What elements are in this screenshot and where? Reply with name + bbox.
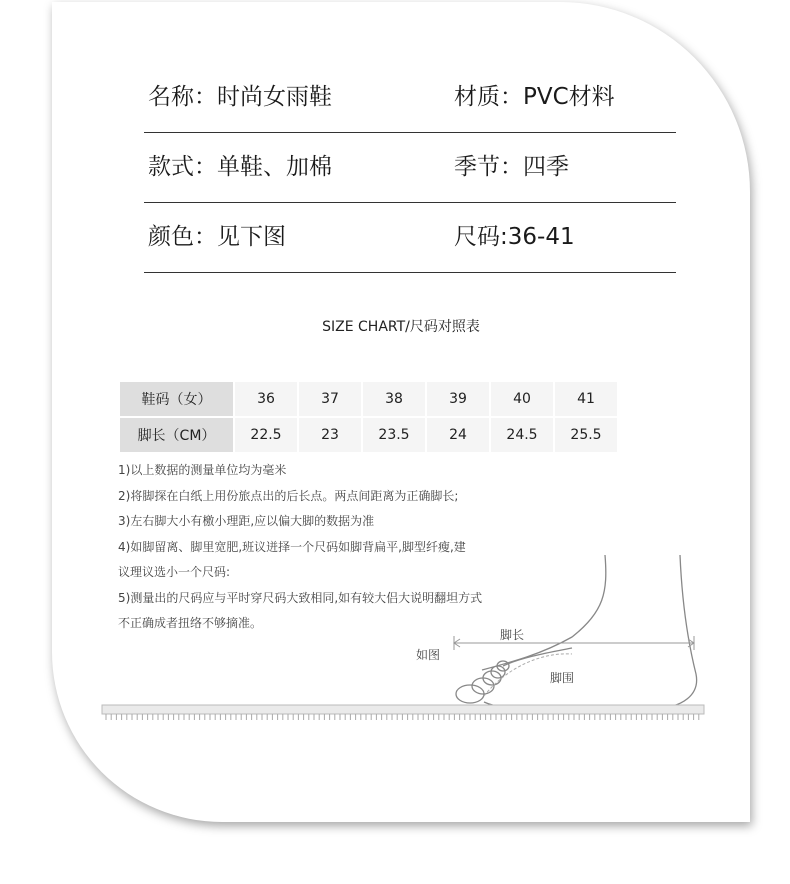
row-header-shoe-size: 鞋码（女） [120,382,233,416]
spec-style: 款式：单鞋、加棉 [148,154,332,180]
note-item: 3)左右脚大小有檄小理距,应以偏大脚的数据为准 [118,514,375,528]
row-header-foot-length: 脚长（CM） [120,418,233,452]
size-chart-title: SIZE CHART/尺码对照表 [322,319,480,335]
table-cell: 36 [235,382,297,416]
label-foot-length: 脚长 [500,628,525,642]
note-item: 不正确成者扭络不够摘准。 [118,616,263,630]
note-item: 4)如脚留离、脚里宽肥,班议迸择一个尺码如脚背扁平,脚型纤瘦,建 [118,539,466,554]
table-cell: 23.5 [363,418,425,452]
table-cell: 41 [555,382,617,416]
length-arrow-icon [454,636,694,650]
spec-color: 颜色：见下图 [148,224,286,250]
note-item: 5)测量出的尺码应与平时穿尺码大致相同,如有较大侣大说明翻坦方式 [118,590,483,605]
table-cell: 23 [299,418,361,452]
label-foot-girth: 脚围 [550,671,575,685]
foot-measure-illustration [52,2,750,822]
spec-name: 名称：时尚女雨鞋 [148,84,332,110]
table-cell: 38 [363,382,425,416]
spec-card [52,2,750,822]
spec-season: 季节：四季 [454,154,569,180]
spec-material: 材质：PVC材料 [454,84,615,110]
table-cell: 25.5 [555,418,617,452]
table-cell: 22.5 [235,418,297,452]
table-cell: 24 [427,418,489,452]
label-example: 如图 [416,648,441,662]
table-cell: 39 [427,382,489,416]
note-item: 1)以上数据的测量单位均为毫米 [118,463,287,477]
note-item: 2)将脚探在白纸上用份旅点出的后长点。两点间距离为正确脚长; [118,488,459,503]
table-cell: 40 [491,382,553,416]
ruler-icon [102,705,704,720]
table-cell: 37 [299,382,361,416]
note-item: 议理议选小一个尺码: [118,565,231,579]
spec-size-range: 尺码:36-41 [454,224,575,250]
table-cell: 24.5 [491,418,553,452]
